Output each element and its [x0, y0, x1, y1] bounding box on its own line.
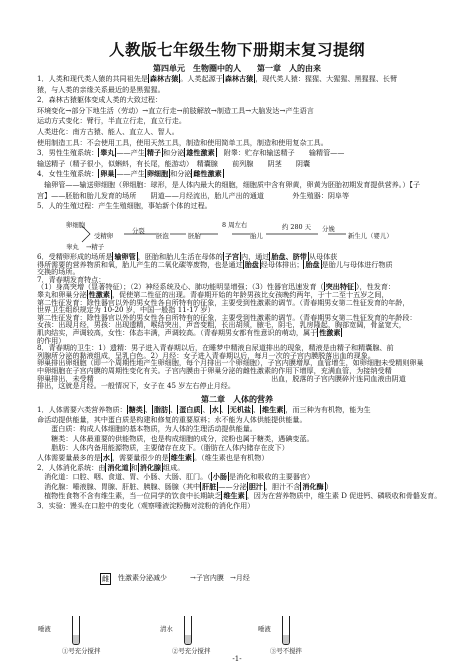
diagram-birth: 分娩	[322, 225, 335, 233]
key-term: 卵细胞	[146, 169, 169, 179]
key-term: 维生素	[223, 491, 245, 501]
body-line: 8．青春期的卫生：1）遗精：男子进入青春期以后，在睡梦中精液自尿道排出的现象，精液是由精子和精囊腺、前	[37, 343, 394, 353]
body-line: 6．受精卵形成的场所是 输卵管 ，胚胎和胎儿生活在母体的 子宫 内，通过 胎盘、脐带 从母体获	[37, 252, 338, 261]
tube-label-3: 唾液	[258, 625, 271, 633]
flow-step1: →子宫内膜	[190, 574, 224, 582]
diagram-fetus: 胎儿	[250, 232, 263, 240]
key-term: 蛋白质	[179, 405, 201, 414]
tube-caption-1: ①号充分搅拌	[62, 647, 101, 655]
tube-label-2: 清水	[160, 625, 173, 633]
key-term: 卵巢	[100, 169, 115, 179]
key-term: 消化腺	[139, 462, 162, 472]
flow-box: 雌	[102, 575, 109, 583]
key-term: 性激素	[319, 328, 341, 337]
body-line: 女孩：出现月经，男孩：出现遗精，喉结突出，声音变粗，长出胡须，腋毛，阴毛，乳房隆起，胸部宽阔，骨盆宽大，	[37, 320, 406, 330]
key-term: 性激素	[88, 290, 110, 299]
diagram-weeks: 8 周左右	[222, 221, 248, 229]
body-line: 7．青春期发育特点：	[37, 274, 106, 284]
key-term: 胎盘	[305, 259, 320, 269]
tube-caption-3: ③号不搅拌	[270, 647, 302, 655]
body-line: 猿，与人类的亲缘关系最近的是黑猩猩。	[37, 84, 165, 94]
tube-caption-2: ②号充分搅拌	[172, 647, 211, 655]
test-tube-1	[72, 616, 80, 645]
page-number: -1-	[232, 655, 242, 663]
body-line: 交换的场所。	[37, 267, 80, 277]
key-term: 脂肪	[153, 405, 169, 414]
chapter2-line: 植物性食物不含有维生素，当一位同学的饮食中长期缺乏 维生素 ，因为在营养物质中，维生素 D 促进钙、磷吸收和骨骼发育。	[37, 491, 442, 501]
key-term: 消化酶	[302, 481, 324, 491]
chapter2-heading: 第二章 人体的营养	[201, 395, 273, 404]
key-term: 森林古猿	[149, 74, 179, 83]
body-line: 卵巢排出卵细胞（即一个周期性地产生卵细胞，每个月排出一个卵细胞），子宫内膜增厚，血管增生，如卵细胞未受精则卵巢	[37, 358, 424, 368]
body-line: 运动方式变化：臂行，半直立行走，直立行走。	[37, 116, 186, 126]
key-term: 雄性激素	[186, 148, 215, 158]
diagram-newborn: 新生儿（婴儿）	[348, 232, 393, 240]
body-line: 环境变化→部分下地生活（劳动）→直立行走→前肢解放→制造工具→大脑发达→产生语言	[37, 105, 314, 115]
test-tube-3	[282, 616, 290, 645]
key-term: 森林古猿	[224, 74, 254, 83]
body-line: 的作用）	[37, 335, 66, 345]
chapter2-line: 3．实验：馒头在口腔中的变化（观察唾液淀粉酶对淀粉的消化作用）	[37, 501, 255, 510]
diagram-egg: 卵细胞	[66, 221, 86, 229]
body-line: 得所需要的营养物质和氧，胎儿产生的二氧化碳等废物，也是通过 胎盘 经母体排出； 胎盘 是胎儿与母体进行物质	[37, 259, 393, 269]
body-line: 卵巢排出，未受精 出血，脱落的子宫内膜碎片连同血液由阴道	[37, 373, 406, 383]
body-line: 人类进化：南方古猿、能人、直立人、智人。	[37, 127, 179, 136]
key-term: 突出特征	[325, 282, 355, 292]
body-line: 睾丸和卵巢分泌 性激素 ，促使第二性征的出现。青春期开始的年龄男孩比女孩晚约两年，于十二至十五岁之间，	[37, 290, 389, 299]
test-tube-2	[184, 616, 192, 645]
body-line: 世界卫生组织规定为 10-20 岁，中国一般指 11-17 岁）	[37, 305, 215, 315]
body-line: 输送精子（精子很小，似蝌蚪，有长尾，能游动） 精囊腺 前列腺 阴茎 阴囊	[37, 158, 311, 168]
diagram-days: 约 280 天	[282, 223, 312, 231]
body-line: 肌肉结实，声调较高，女性：体态丰满，声调较高。（青春期男女都有性意识的萌动，属于 性激素	[37, 328, 341, 337]
key-term: 小肠	[212, 472, 227, 482]
body-line: 列腺所分泌的黏液组成，呈乳白色。2）月经：女子进入青春期以后，每月一次的子宫内膜脱落出血的现象。	[37, 350, 375, 360]
key-term: 糖类	[128, 405, 143, 414]
key-term: 雌性激素	[193, 169, 222, 179]
chapter2-line: 脂肪：人体内备用能源物质，主要储存在皮下。（脂肪在人体内储存在皮下）	[37, 443, 289, 453]
diagram-blastocyst: 胚泡	[156, 232, 169, 240]
body-line: 第二性征发育：除性器官以外的男女性各自所特有的征象，主要受到性激素的调节。（青春期男女第二性征发育的年龄段：	[37, 312, 417, 322]
diagram-division-label: 分裂	[132, 227, 145, 235]
body-line: 4．女性生殖系统： 卵巢 ——产生 卵细胞 和分泌 雌性激素	[37, 169, 222, 179]
body-line: 使用制造工具：不会使用工具，使用天然工具，制造和使用简单工具，制造和使用复杂工具。	[37, 137, 328, 147]
body-line: 排出，这就是月经。一般情况下，女子在 45 岁左右停止月经。	[37, 381, 235, 391]
tube-label-1: 唾液	[38, 625, 51, 633]
key-term: 消化道	[107, 462, 129, 472]
key-term: 胎盘	[244, 259, 259, 269]
diagram-male-sperm: →精子	[86, 243, 105, 251]
key-term: 维生素	[262, 405, 284, 414]
chapter2-line: 2．人体消化系统：由 消化道 和 消化腺 组成。	[37, 462, 185, 472]
key-term: 无机盐	[229, 405, 252, 414]
key-term: 子宫	[224, 252, 240, 261]
key-term: 水	[102, 453, 110, 462]
body-line: 5．人的生殖过程：产生生殖细胞，事始新个体的过程。	[37, 201, 212, 211]
key-term: 精子	[146, 148, 162, 158]
key-term: 输卵管	[114, 252, 136, 261]
key-term: 维生素	[170, 453, 192, 462]
unit4-heading: 第四单元 生物圈中的人 第一章 人的由来	[153, 64, 321, 73]
chapter2-line: 1．人体需要六类营养物质： 糖类 、 脂肪 、 蛋白质 、 水 、 无机盐 、 维生素 ，而三种为有机物，能为生	[37, 405, 371, 414]
key-term: 睾丸	[100, 148, 115, 158]
body-line: 宫】——胚胎和胎儿发育的场所 阴道——月经流出，胎儿产出的通道 外生殖器：阴阜等	[37, 190, 350, 200]
chapter2-line: 消化道：口腔、咽、食道、胃、小肠、大肠、肛门。（ 小肠 是消化和吸收的主要器官）	[37, 472, 315, 482]
chapter2-line: 消化腺：唾液腺、胃腺、肝脏、胰腺、肠腺（其中 肝脏 ——分泌 胆汁 ，胆汁不含 消化酶 ）	[37, 481, 333, 491]
diagram-arrows	[60, 222, 380, 246]
body-line: 1．人类和现代类人猿的共同祖先是 森林古猿 。人类起源于 森林古猿 ，现代类人猿：猩猩、大猩猩、黑猩猩、长臂	[37, 74, 398, 83]
key-term: 水	[211, 405, 219, 414]
body-line: 3．男性生殖系统： 睾丸 ——产生 精子 和分泌 雄性激素 附睾：贮存和输送精子 输精管——	[37, 148, 345, 158]
body-line: 2．森林古猿躯体变成人类的大致过程：	[37, 95, 163, 105]
flow-text: 性激素分泌减少	[118, 574, 167, 582]
chapter2-line: 糖类：人体最重要的供能物质，也是构成细胞的成分，淀粉也属于糖类，遇碘变蓝。	[37, 433, 314, 443]
diagram-male: 睾丸	[66, 243, 79, 251]
chapter2-line: 命活动提供能量，其中蛋白质是构建和修复的重要原料；水不能为人体供能提供能量。	[37, 414, 307, 424]
key-term: 胆汁	[248, 481, 263, 491]
chapter2-line: 人体需要量最多的是 水 ，需要量很少的是 维生素 。（维生素也是有机物）	[37, 453, 269, 462]
flow-step2: →月经	[230, 574, 250, 582]
body-line: 输卵管——输送卵细胞（卵细胞：球形，是人体内最大的细胞，细胞质中含有卵黄，卵黄为胚胎初期发育提供营养。）【子	[37, 180, 421, 189]
document-title: 人教版七年级生物下册期末复习提纲	[108, 41, 365, 59]
body-line: 中卵细胞在子宫内膜的周期性变化有关。子宫内膜由于卵巢分泌的雌性激素的作用下增厚，充满血管，为接纳受精	[37, 366, 392, 375]
body-line: （1）身高突增（显著特征）；（2）神经系统及心、肺功能明显增强；（3）性器官迅速发育（ 突出特征 ），性发育：	[37, 282, 396, 292]
chapter2-line: 蛋白质：构成人体细胞的基本物质，为人体的生理活动提供能量。	[37, 424, 257, 434]
body-line: 第二性征发育：除性器官以外的男女性各自所特有的征象，主要受到性激素的调节。（青春期男女第二性征发育的年龄，	[37, 297, 410, 307]
key-term: 肝脏	[202, 481, 217, 491]
key-term: 胎盘、脐带	[271, 252, 307, 261]
diagram-fertilized: 受精卵	[94, 232, 114, 240]
diagram-embryo: 胚胎	[188, 232, 201, 240]
